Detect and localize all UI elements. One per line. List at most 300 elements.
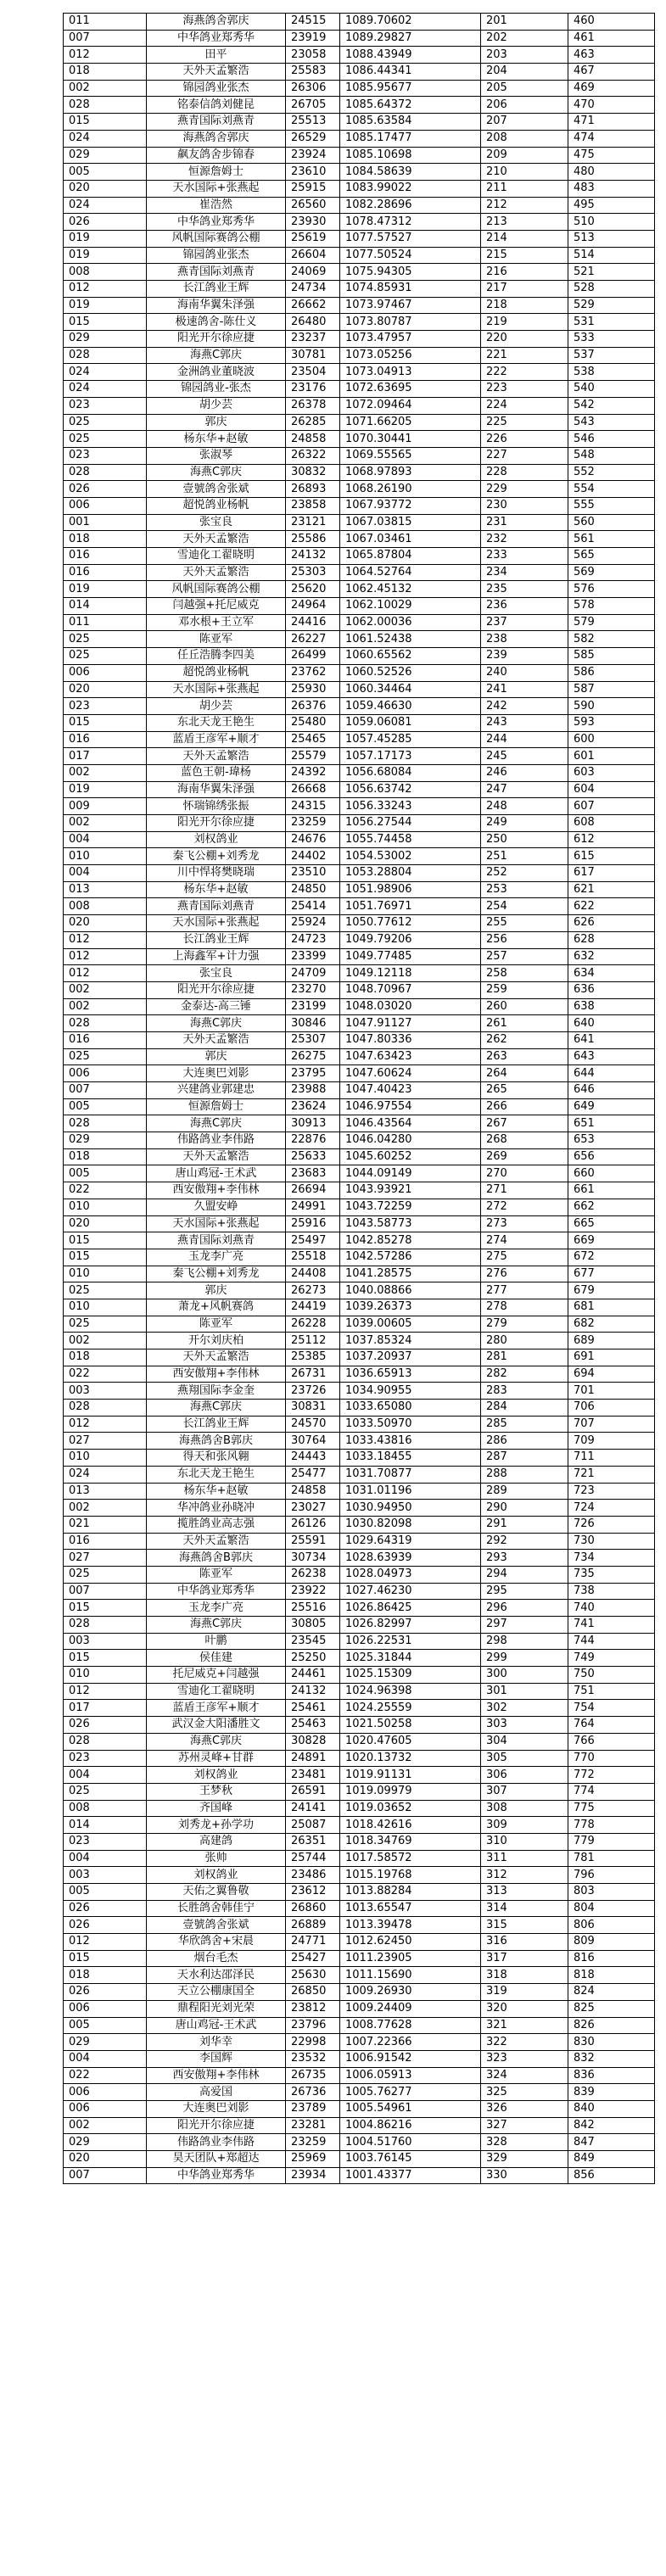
- loft-name-cell: 天水利达邵泽民: [147, 1967, 286, 1984]
- ring-number-cell: 25579: [286, 748, 340, 765]
- table-row: [64, 1867, 655, 1884]
- overall-rank-cell: 467: [568, 64, 655, 81]
- speed-cell: 1026.86425: [340, 1600, 481, 1617]
- group-number-cell: 018: [64, 1148, 147, 1165]
- speed-cell: 1054.53002: [340, 848, 481, 865]
- table-row: [64, 2067, 655, 2084]
- rank-cell: 272: [481, 1199, 568, 1215]
- group-number-cell: 005: [64, 1884, 147, 1901]
- overall-rank-cell: 460: [568, 14, 655, 31]
- speed-cell: 1046.04280: [340, 1132, 481, 1149]
- ring-number-cell: 24392: [286, 764, 340, 781]
- group-number-cell: 018: [64, 64, 147, 81]
- ring-number-cell: 25497: [286, 1232, 340, 1249]
- table-row: [64, 180, 655, 197]
- rank-cell: 329: [481, 2151, 568, 2168]
- table-row: [64, 1633, 655, 1650]
- overall-rank-cell: 470: [568, 97, 655, 114]
- ring-number-cell: 23486: [286, 1867, 340, 1884]
- group-number-cell: 013: [64, 1483, 147, 1500]
- overall-rank-cell: 636: [568, 981, 655, 998]
- rank-cell: 323: [481, 2050, 568, 2067]
- table-row: [64, 164, 655, 181]
- table-row: [64, 1800, 655, 1817]
- table-row: [64, 2134, 655, 2151]
- overall-rank-cell: 578: [568, 598, 655, 615]
- loft-name-cell: 海燕鸽舍郭庆: [147, 130, 286, 147]
- speed-cell: 1027.46230: [340, 1583, 481, 1600]
- ring-number-cell: 24676: [286, 831, 340, 848]
- loft-name-cell: 中华鸽业郑秀华: [147, 214, 286, 231]
- rank-cell: 319: [481, 1984, 568, 2001]
- group-number-cell: 021: [64, 1516, 147, 1533]
- speed-cell: 1041.28575: [340, 1266, 481, 1282]
- speed-cell: 1060.34464: [340, 681, 481, 698]
- table-row: [64, 1333, 655, 1349]
- overall-rank-cell: 622: [568, 898, 655, 915]
- rank-cell: 206: [481, 97, 568, 114]
- overall-rank-cell: 586: [568, 664, 655, 681]
- ring-number-cell: 23058: [286, 47, 340, 64]
- group-number-cell: 020: [64, 681, 147, 698]
- speed-cell: 1057.45285: [340, 731, 481, 748]
- table-row: [64, 97, 655, 114]
- group-number-cell: 016: [64, 731, 147, 748]
- loft-name-cell: 玉龙李广亮: [147, 1600, 286, 1617]
- ring-number-cell: 30832: [286, 464, 340, 481]
- speed-cell: 1042.85278: [340, 1232, 481, 1249]
- ring-number-cell: 25465: [286, 731, 340, 748]
- rank-cell: 214: [481, 230, 568, 247]
- speed-cell: 1086.44341: [340, 64, 481, 81]
- loft-name-cell: 锦园鸽业-张杰: [147, 381, 286, 398]
- table-row: [64, 764, 655, 781]
- loft-name-cell: 陈亚军: [147, 1316, 286, 1333]
- speed-cell: 1047.63423: [340, 1048, 481, 1065]
- table-row: [64, 1266, 655, 1282]
- overall-rank-cell: 734: [568, 1550, 655, 1567]
- ring-number-cell: 24850: [286, 881, 340, 898]
- overall-rank-cell: 826: [568, 2017, 655, 2034]
- overall-rank-cell: 593: [568, 714, 655, 731]
- overall-rank-cell: 781: [568, 1850, 655, 1867]
- table-row: [64, 1917, 655, 1934]
- rank-cell: 218: [481, 297, 568, 314]
- overall-rank-cell: 839: [568, 2084, 655, 2101]
- group-number-cell: 012: [64, 1934, 147, 1951]
- ring-number-cell: 25461: [286, 1700, 340, 1717]
- table-row: [64, 1182, 655, 1199]
- ring-number-cell: 26322: [286, 447, 340, 464]
- overall-rank-cell: 824: [568, 1984, 655, 2001]
- speed-cell: 1013.39478: [340, 1917, 481, 1934]
- loft-name-cell: 胡少芸: [147, 397, 286, 414]
- table-row: [64, 364, 655, 381]
- rank-cell: 268: [481, 1132, 568, 1149]
- overall-rank-cell: 847: [568, 2134, 655, 2151]
- loft-name-cell: 壹號鸽舍张斌: [147, 1917, 286, 1934]
- table-row: [64, 1416, 655, 1433]
- table-row: [64, 815, 655, 832]
- speed-cell: 1077.57527: [340, 230, 481, 247]
- overall-rank-cell: 641: [568, 1031, 655, 1048]
- ring-number-cell: 26275: [286, 1048, 340, 1065]
- rank-cell: 316: [481, 1934, 568, 1951]
- group-number-cell: 010: [64, 1199, 147, 1215]
- table-row: [64, 981, 655, 998]
- group-number-cell: 006: [64, 664, 147, 681]
- ring-number-cell: 25477: [286, 1466, 340, 1483]
- table-row: [64, 564, 655, 581]
- loft-name-cell: 郭庆: [147, 1282, 286, 1299]
- group-number-cell: 015: [64, 1650, 147, 1667]
- overall-rank-cell: 565: [568, 548, 655, 565]
- group-number-cell: 029: [64, 147, 147, 164]
- group-number-cell: 019: [64, 781, 147, 798]
- speed-cell: 1045.60252: [340, 1148, 481, 1165]
- overall-rank-cell: 604: [568, 781, 655, 798]
- rank-cell: 208: [481, 130, 568, 147]
- ring-number-cell: 25930: [286, 681, 340, 698]
- speed-cell: 1012.62450: [340, 1934, 481, 1951]
- table-row: [64, 1884, 655, 1901]
- ring-number-cell: 22876: [286, 1132, 340, 1149]
- table-row: [64, 431, 655, 448]
- ring-number-cell: 30913: [286, 1115, 340, 1132]
- overall-rank-cell: 661: [568, 1182, 655, 1199]
- table-row: [64, 1900, 655, 1917]
- rank-cell: 205: [481, 80, 568, 97]
- group-number-cell: 028: [64, 1015, 147, 1032]
- loft-name-cell: 张淑琴: [147, 447, 286, 464]
- rank-cell: 226: [481, 431, 568, 448]
- loft-name-cell: 雪迪化工翟晓明: [147, 1683, 286, 1700]
- table-row: [64, 1115, 655, 1132]
- loft-name-cell: 萧龙+风帆赛鸽: [147, 1299, 286, 1316]
- rank-cell: 327: [481, 2117, 568, 2134]
- rank-cell: 253: [481, 881, 568, 898]
- speed-cell: 1005.76277: [340, 2084, 481, 2101]
- group-number-cell: 012: [64, 47, 147, 64]
- loft-name-cell: 张宝良: [147, 965, 286, 982]
- speed-cell: 1030.94950: [340, 1500, 481, 1517]
- speed-cell: 1004.86216: [340, 2117, 481, 2134]
- table-row: [64, 1583, 655, 1600]
- speed-cell: 1062.45132: [340, 581, 481, 598]
- speed-cell: 1019.03652: [340, 1800, 481, 1817]
- speed-cell: 1048.03020: [340, 998, 481, 1015]
- group-number-cell: 006: [64, 1065, 147, 1082]
- ring-number-cell: 23762: [286, 664, 340, 681]
- speed-cell: 1009.24409: [340, 2000, 481, 2017]
- ring-number-cell: 23795: [286, 1065, 340, 1082]
- table-row: [64, 631, 655, 648]
- group-number-cell: 015: [64, 1249, 147, 1266]
- speed-cell: 1043.72259: [340, 1199, 481, 1215]
- rank-cell: 234: [481, 564, 568, 581]
- ring-number-cell: 26376: [286, 698, 340, 715]
- loft-name-cell: 久盟安峥: [147, 1199, 286, 1215]
- overall-rank-cell: 701: [568, 1383, 655, 1400]
- overall-rank-cell: 740: [568, 1600, 655, 1617]
- group-number-cell: 024: [64, 1466, 147, 1483]
- rank-cell: 302: [481, 1700, 568, 1717]
- table-row: [64, 1366, 655, 1383]
- overall-rank-cell: 656: [568, 1148, 655, 1165]
- overall-rank-cell: 560: [568, 514, 655, 531]
- overall-rank-cell: 552: [568, 464, 655, 481]
- rank-cell: 224: [481, 397, 568, 414]
- loft-name-cell: 郭庆: [147, 414, 286, 431]
- table-row: [64, 64, 655, 81]
- table-row: [64, 297, 655, 314]
- ring-number-cell: 25915: [286, 180, 340, 197]
- group-number-cell: 002: [64, 2117, 147, 2134]
- rank-cell: 264: [481, 1065, 568, 1082]
- speed-cell: 1067.03461: [340, 531, 481, 548]
- loft-name-cell: 燕青国际刘燕青: [147, 264, 286, 281]
- table-row: [64, 1098, 655, 1115]
- group-number-cell: 023: [64, 698, 147, 715]
- rank-cell: 242: [481, 698, 568, 715]
- ring-number-cell: 26285: [286, 414, 340, 431]
- table-row: [64, 881, 655, 898]
- speed-cell: 1013.65547: [340, 1900, 481, 1917]
- group-number-cell: 012: [64, 1416, 147, 1433]
- ring-number-cell: 25414: [286, 898, 340, 915]
- overall-rank-cell: 600: [568, 731, 655, 748]
- loft-name-cell: 高爱国: [147, 2084, 286, 2101]
- group-number-cell: 025: [64, 431, 147, 448]
- table-row: [64, 1516, 655, 1533]
- table-row: [64, 1617, 655, 1634]
- rank-cell: 207: [481, 114, 568, 131]
- loft-name-cell: 昊天团队+郑超达: [147, 2151, 286, 2168]
- ring-number-cell: 25619: [286, 230, 340, 247]
- loft-name-cell: 秦飞公棚+刘秀龙: [147, 1266, 286, 1282]
- rank-cell: 216: [481, 264, 568, 281]
- loft-name-cell: 李国辉: [147, 2050, 286, 2067]
- speed-cell: 1057.17173: [340, 748, 481, 765]
- speed-cell: 1085.17477: [340, 130, 481, 147]
- speed-cell: 1067.93772: [340, 497, 481, 514]
- speed-cell: 1017.58572: [340, 1850, 481, 1867]
- overall-rank-cell: 726: [568, 1516, 655, 1533]
- overall-rank-cell: 724: [568, 1500, 655, 1517]
- loft-name-cell: 闫越强+托尼威克: [147, 598, 286, 615]
- overall-rank-cell: 480: [568, 164, 655, 181]
- group-number-cell: 024: [64, 197, 147, 214]
- group-number-cell: 022: [64, 2067, 147, 2084]
- ring-number-cell: 25112: [286, 1333, 340, 1349]
- loft-name-cell: 海燕鸽舍B郭庆: [147, 1433, 286, 1450]
- group-number-cell: 018: [64, 1349, 147, 1366]
- table-row: [64, 931, 655, 948]
- loft-name-cell: 大连奥巴刘影: [147, 1065, 286, 1082]
- ring-number-cell: 26604: [286, 247, 340, 264]
- overall-rank-cell: 796: [568, 1867, 655, 1884]
- group-number-cell: 025: [64, 631, 147, 648]
- group-number-cell: 028: [64, 1400, 147, 1417]
- speed-cell: 1068.97893: [340, 464, 481, 481]
- speed-cell: 1026.22531: [340, 1633, 481, 1650]
- table-row: [64, 30, 655, 47]
- loft-name-cell: 西安傲翔+李伟林: [147, 1182, 286, 1199]
- rank-cell: 317: [481, 1950, 568, 1967]
- loft-name-cell: 恒源詹姆士: [147, 1098, 286, 1115]
- group-number-cell: 026: [64, 481, 147, 498]
- overall-rank-cell: 638: [568, 998, 655, 1015]
- speed-cell: 1068.26190: [340, 481, 481, 498]
- table-row: [64, 648, 655, 665]
- speed-cell: 1039.26373: [340, 1299, 481, 1316]
- rank-cell: 270: [481, 1165, 568, 1182]
- rank-cell: 225: [481, 414, 568, 431]
- group-number-cell: 023: [64, 1833, 147, 1850]
- rank-cell: 313: [481, 1884, 568, 1901]
- ring-number-cell: 26529: [286, 130, 340, 147]
- group-number-cell: 024: [64, 381, 147, 398]
- loft-name-cell: 刘权鸽业: [147, 831, 286, 848]
- ring-number-cell: 30846: [286, 1015, 340, 1032]
- ring-number-cell: 24858: [286, 431, 340, 448]
- group-number-cell: 005: [64, 1098, 147, 1115]
- rank-cell: 288: [481, 1466, 568, 1483]
- loft-name-cell: 铭泰信鸽刘健昆: [147, 97, 286, 114]
- overall-rank-cell: 707: [568, 1416, 655, 1433]
- overall-rank-cell: 579: [568, 614, 655, 631]
- overall-rank-cell: 723: [568, 1483, 655, 1500]
- speed-cell: 1089.70602: [340, 14, 481, 31]
- rank-cell: 223: [481, 381, 568, 398]
- loft-name-cell: 金泰达-高三锤: [147, 998, 286, 1015]
- group-number-cell: 004: [64, 865, 147, 882]
- overall-rank-cell: 475: [568, 147, 655, 164]
- loft-name-cell: 刘权鸽业: [147, 1767, 286, 1784]
- ring-number-cell: 30764: [286, 1433, 340, 1450]
- speed-cell: 1085.63584: [340, 114, 481, 131]
- overall-rank-cell: 721: [568, 1466, 655, 1483]
- rank-cell: 263: [481, 1048, 568, 1065]
- group-number-cell: 026: [64, 1984, 147, 2001]
- ring-number-cell: 26736: [286, 2084, 340, 2101]
- table-row: [64, 2151, 655, 2168]
- loft-name-cell: 秦飞公棚+刘秀龙: [147, 848, 286, 865]
- speed-cell: 1006.91542: [340, 2050, 481, 2067]
- overall-rank-cell: 626: [568, 915, 655, 932]
- overall-rank-cell: 694: [568, 1366, 655, 1383]
- overall-rank-cell: 809: [568, 1934, 655, 1951]
- ring-number-cell: 24402: [286, 848, 340, 865]
- overall-rank-cell: 681: [568, 1299, 655, 1316]
- rank-cell: 248: [481, 798, 568, 815]
- rank-cell: 250: [481, 831, 568, 848]
- rank-cell: 222: [481, 364, 568, 381]
- rank-cell: 275: [481, 1249, 568, 1266]
- group-number-cell: 020: [64, 915, 147, 932]
- table-row: [64, 915, 655, 932]
- speed-cell: 1084.58639: [340, 164, 481, 181]
- ring-number-cell: 24991: [286, 1199, 340, 1215]
- rank-cell: 269: [481, 1148, 568, 1165]
- overall-rank-cell: 672: [568, 1249, 655, 1266]
- speed-cell: 1018.34769: [340, 1833, 481, 1850]
- loft-name-cell: 天水国际+张燕起: [147, 681, 286, 698]
- speed-cell: 1015.19768: [340, 1867, 481, 1884]
- table-row: [64, 1950, 655, 1967]
- overall-rank-cell: 660: [568, 1165, 655, 1182]
- group-number-cell: 016: [64, 1031, 147, 1048]
- table-row: [64, 1984, 655, 2001]
- speed-cell: 1056.27544: [340, 815, 481, 832]
- group-number-cell: 017: [64, 1700, 147, 1717]
- loft-name-cell: 天水国际+张燕起: [147, 180, 286, 197]
- ring-number-cell: 26228: [286, 1316, 340, 1333]
- rank-cell: 255: [481, 915, 568, 932]
- ring-number-cell: 23399: [286, 948, 340, 965]
- speed-cell: 1050.77612: [340, 915, 481, 932]
- speed-cell: 1089.29827: [340, 30, 481, 47]
- speed-cell: 1043.93921: [340, 1182, 481, 1199]
- table-row: [64, 347, 655, 364]
- group-number-cell: 011: [64, 14, 147, 31]
- ring-number-cell: 24723: [286, 931, 340, 948]
- speed-cell: 1019.91131: [340, 1767, 481, 1784]
- table-row: [64, 614, 655, 631]
- loft-name-cell: 天外天孟繁浩: [147, 1533, 286, 1550]
- overall-rank-cell: 646: [568, 1082, 655, 1099]
- speed-cell: 1072.09464: [340, 397, 481, 414]
- overall-rank-cell: 840: [568, 2100, 655, 2117]
- table-row: [64, 1015, 655, 1032]
- loft-name-cell: 天水国际+张燕起: [147, 915, 286, 932]
- loft-name-cell: 天水国际+张燕起: [147, 1215, 286, 1232]
- ring-number-cell: 25513: [286, 114, 340, 131]
- ring-number-cell: 24141: [286, 1800, 340, 1817]
- loft-name-cell: 东北天龙王艳生: [147, 1466, 286, 1483]
- ring-number-cell: 26889: [286, 1917, 340, 1934]
- speed-cell: 1083.99022: [340, 180, 481, 197]
- speed-cell: 1001.43377: [340, 2167, 481, 2184]
- rank-cell: 286: [481, 1433, 568, 1450]
- table-row: [64, 731, 655, 748]
- overall-rank-cell: 474: [568, 130, 655, 147]
- overall-rank-cell: 832: [568, 2050, 655, 2067]
- ring-number-cell: 26499: [286, 648, 340, 665]
- group-number-cell: 012: [64, 965, 147, 982]
- group-number-cell: 018: [64, 531, 147, 548]
- overall-rank-cell: 778: [568, 1817, 655, 1834]
- table-row: [64, 898, 655, 915]
- ring-number-cell: 24461: [286, 1667, 340, 1684]
- table-row: [64, 331, 655, 348]
- table-row: [64, 1048, 655, 1065]
- ring-number-cell: 25633: [286, 1148, 340, 1165]
- loft-name-cell: 海燕C郭庆: [147, 347, 286, 364]
- table-row: [64, 1199, 655, 1215]
- loft-name-cell: 西安傲翔+李伟林: [147, 1366, 286, 1383]
- rank-cell: 296: [481, 1600, 568, 1617]
- group-number-cell: 027: [64, 1433, 147, 1450]
- overall-rank-cell: 842: [568, 2117, 655, 2134]
- overall-rank-cell: 537: [568, 347, 655, 364]
- table-row: [64, 1082, 655, 1099]
- rank-cell: 238: [481, 631, 568, 648]
- speed-cell: 1049.79206: [340, 931, 481, 948]
- table-row: [64, 197, 655, 214]
- loft-name-cell: 海燕C郭庆: [147, 1015, 286, 1032]
- speed-cell: 1020.13732: [340, 1750, 481, 1767]
